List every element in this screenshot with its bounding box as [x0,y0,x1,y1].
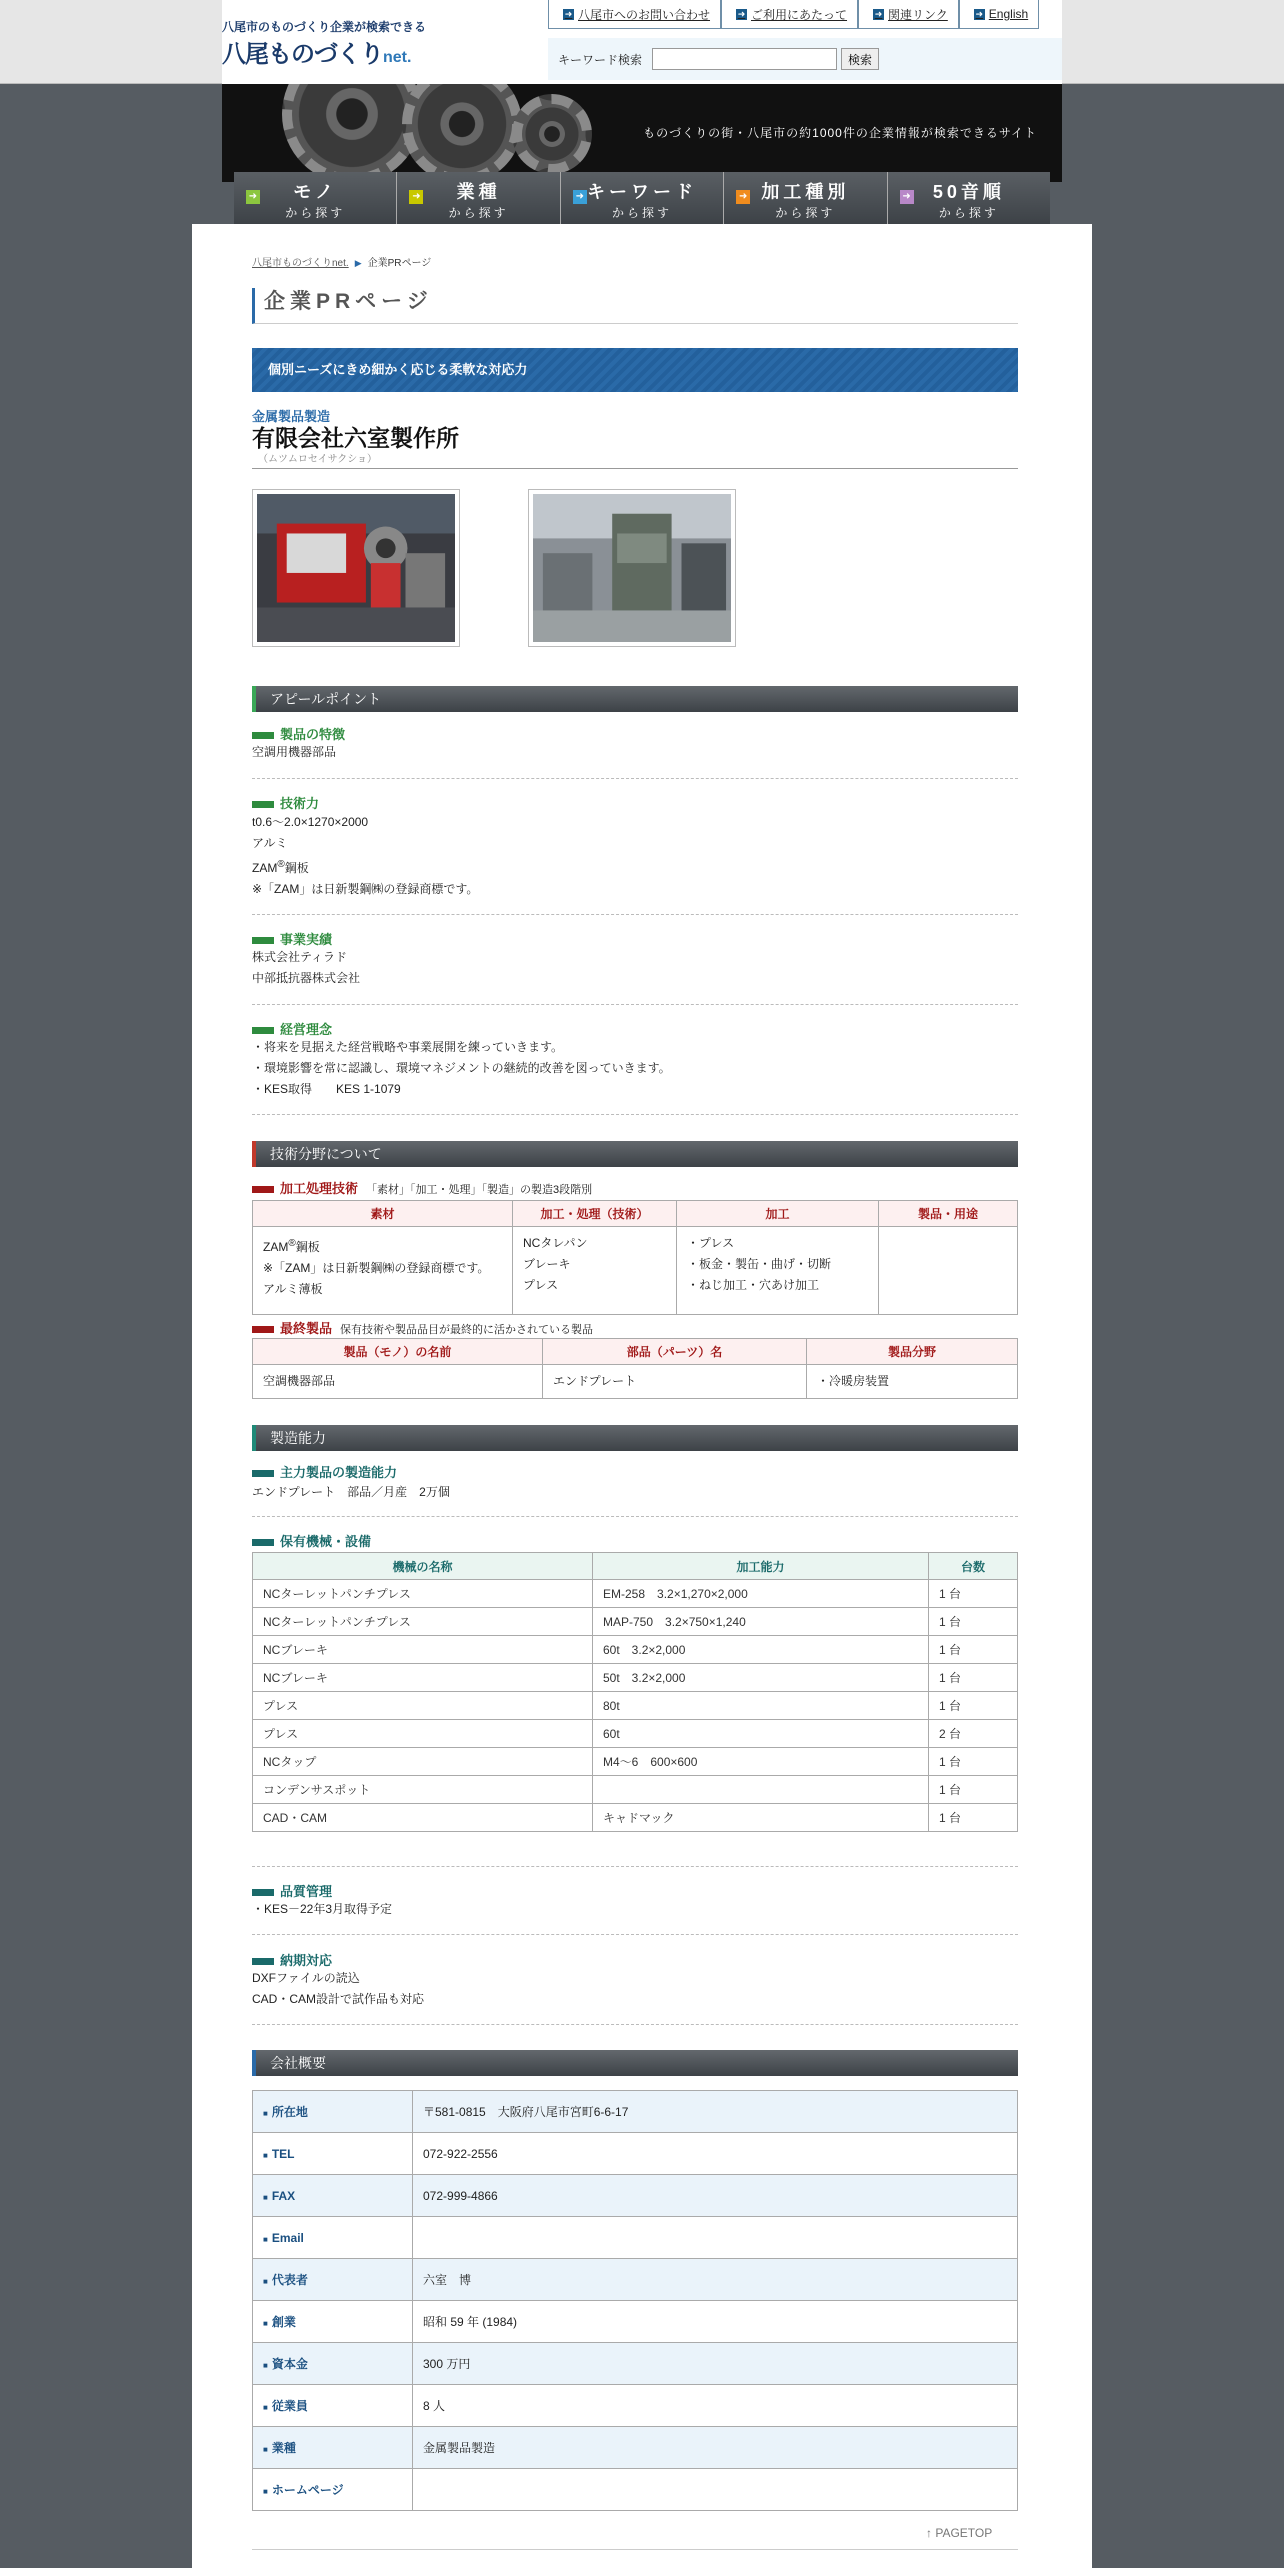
nav-item-keyword[interactable] [561,172,724,224]
nav-item-kana[interactable] [888,172,1050,224]
column-header: 素材 [253,1201,513,1227]
heading-marker [252,1889,274,1896]
heading-marker [252,1470,274,1477]
page-title: 企業PRページ [252,288,1018,324]
tech-heading-text: 技術力 [280,796,320,811]
link-contact[interactable] [548,0,721,29]
machine-photo [257,494,455,642]
table-cell: NCブレーキ [253,1664,593,1692]
employees-value: 8 人 [413,2385,1018,2427]
text-line: ※「ZAM」は日新製鋼㈱の登録商標です。 [252,882,479,896]
delivery-heading-text: 納期対応 [280,1953,333,1968]
divider [252,1866,1018,1867]
quality-text: ・KES－22年3月取得予定 [252,1902,393,1916]
heading-marker [252,937,274,944]
table-row [253,2217,1018,2259]
column-header: 加工 [677,1201,879,1227]
text-line [263,1233,502,1258]
section-tech-header: 技術分野について [252,1141,1018,1167]
table-row [253,2301,1018,2343]
table-cell: 1 台 [929,1636,1018,1664]
catchphrase-box: 個別ニーズにきめ細かく応じる柔軟な対応力 [252,348,1018,392]
arrow-icon: ➜ [975,8,984,19]
final-product-heading [252,1318,593,1337]
table-cell: NCターレットパンチプレス [253,1580,593,1608]
search-label: キーワード検索 [558,52,643,67]
delivery-heading [252,1950,332,1969]
table-cell: 1 台 [929,1580,1018,1608]
table-cell: 60t 3.2×2,000 [593,1636,929,1664]
search-input[interactable] [652,48,837,70]
heading-marker [252,1326,274,1333]
divider [252,2549,1018,2550]
results-heading-text: 事業実績 [280,932,333,947]
company-kana: （ムツムロセイサクショ） [258,454,377,465]
table-cell: NCタップ [253,1748,593,1776]
square-icon: ■ [263,2150,268,2160]
table-row [253,1365,1018,1399]
registered-mark: ® [288,1238,296,1249]
arrow-icon: ➜ [737,8,746,19]
link-usage-label: ご利用にあたって [751,7,848,22]
tel-value: 072-922-2556 [413,2133,1018,2175]
table-cell [593,1776,929,1804]
material-cell [253,1227,513,1315]
link-usage[interactable] [721,0,858,29]
nav-sublabel: から探す [285,206,346,220]
nav-item-process[interactable] [724,172,887,224]
process-table [252,1200,1018,1315]
column-header: 製品分野 [807,1339,1018,1365]
table-header-row [253,1553,1018,1580]
site-logo[interactable] [222,34,411,69]
link-related[interactable] [858,0,959,29]
logo-text: 八尾ものづくり [222,41,383,68]
equipment-table [252,1552,1018,1832]
square-icon: ■ [263,2487,268,2496]
row-label: ■ FAX [253,2175,413,2217]
section-appeal-header: アピールポイント [252,686,1018,712]
divider [252,778,1018,779]
row-label: ■ Email [253,2217,413,2259]
arrow-icon: ➜ [246,190,260,204]
representative-value: 六室 博 [413,2259,1018,2301]
gear-image [402,84,522,182]
row-label: ■ TEL [253,2133,413,2175]
page-body [192,224,1092,2568]
process-heading-text: 加工処理技術 [280,1181,359,1196]
tech-text [252,812,478,900]
table-cell: プレス [253,1692,593,1720]
link-related-label: 関連リンク [888,7,948,22]
text-line [252,854,478,879]
company-name: 有限会社六室製作所 [252,425,459,451]
table-row [253,1608,1018,1636]
industry-value: 金属製品製造 [413,2427,1018,2469]
nav-label: モノ [293,182,338,202]
row-label: ■ 代表者 [253,2259,413,2301]
equipment-heading-text: 保有機械・設備 [280,1534,372,1549]
square-icon: ■ [263,2192,268,2202]
final-note: 保有技術や製品品目が最終的に活かされている製品 [340,1324,594,1336]
nav-sublabel: から探す [775,206,836,220]
text-line: DXFファイルの読込 [252,1971,360,1985]
nav-label: 加工種別 [761,182,850,202]
arrow-icon: ➜ [409,190,423,204]
arrow-icon: ➜ [573,190,587,204]
logo-suffix: net. [383,49,412,66]
arrow-icon: ➜ [564,8,573,19]
table-cell: MAP-750 3.2×750×1,240 [593,1608,929,1636]
column-header: 加工能力 [593,1553,929,1580]
square-icon: ■ [263,2109,268,2118]
row-label: ■ 創業 [253,2301,413,2343]
table-row [253,1664,1018,1692]
divider [252,468,1018,469]
search-button[interactable]: 検索 [841,48,879,70]
link-english-label: English [988,7,1029,21]
table-cell: ・冷暖房装置 [807,1365,1018,1399]
table-row [253,1748,1018,1776]
table-row [253,1720,1018,1748]
nav-sublabel: から探す [612,206,673,220]
text-line: NCタレパン [523,1236,588,1250]
table-row [253,2469,1018,2511]
feature-text [252,742,336,763]
divider [252,914,1018,915]
banner-caption: ものづくりの街・八尾市の約1000件の企業情報が検索できるサイト [643,126,1037,140]
philosophy-heading [252,1019,332,1038]
quality-heading [252,1881,332,1900]
table-cell: CAD・CAM [253,1804,593,1832]
heading-marker [252,732,274,739]
process-note: 「素材」「加工・処理」「製造」の製造3段階別 [366,1184,593,1196]
process-heading [252,1178,592,1197]
table-row [253,1227,1018,1315]
table-row [253,2427,1018,2469]
square-icon: ■ [263,2403,268,2412]
link-english[interactable] [959,0,1039,29]
site-header [222,0,1062,84]
nav-label: 50音順 [932,182,1005,202]
table-row [253,1776,1018,1804]
square-icon: ■ [263,2445,268,2454]
quality-heading-text: 品質管理 [280,1884,333,1899]
column-header: 機械の名称 [253,1553,593,1580]
column-header: 製品・用途 [879,1201,1018,1227]
square-icon: ■ [263,2277,268,2286]
text-line: アルミ薄板 [263,1282,323,1296]
pagetop-label: PAGETOP [935,2526,993,2540]
table-cell: 1 台 [929,1804,1018,1832]
table-cell: M4～6 600×600 [593,1748,929,1776]
main-capacity-heading-text: 主力製品の製造能力 [280,1465,398,1480]
company-category: 金属製品製造 [252,409,331,424]
heading-marker [252,1186,274,1193]
table-cell: エンドプレート [543,1365,807,1399]
table-cell: コンデンサスポット [253,1776,593,1804]
table-row [253,2385,1018,2427]
text-line: ・将来を見据えた経営戦略や事業展開を練っていきます。 [252,1040,564,1054]
tech-heading [252,793,319,812]
arrow-up-icon: ↑ [926,2526,932,2540]
link-contact-label: 八尾市へのお問い合わせ [578,7,711,22]
address-value: 〒581-0815 大阪府八尾市宮町6-6-17 [413,2091,1018,2133]
pagetop-link[interactable] [926,2526,992,2540]
zam-suffix: 鋼板 [295,1240,320,1254]
table-row [253,2259,1018,2301]
equipment-heading [252,1531,371,1550]
zam-suffix: 鋼板 [284,861,309,875]
table-cell: NCターレットパンチプレス [253,1608,593,1636]
table-cell: 1 台 [929,1748,1018,1776]
column-header: 製品（モノ）の名前 [253,1339,543,1365]
final-heading-text: 最終製品 [280,1321,333,1336]
square-icon: ■ [263,2361,268,2370]
zam-text: ZAM [263,1240,289,1254]
divider [252,1934,1018,1935]
text-line: プレス [523,1278,559,1292]
text-line: ・ねじ加工・穴あけ加工 [687,1278,820,1292]
table-cell: 60t [593,1720,929,1748]
table-cell: EM-258 3.2×1,270×2,000 [593,1580,929,1608]
row-label: ■ 従業員 [253,2385,413,2427]
divider [252,1004,1018,1005]
text-line: ・板金・製缶・曲げ・切断 [687,1257,832,1271]
table-row [253,1804,1018,1832]
text-line: ※「ZAM」は日新製鋼㈱の登録商標です。 [263,1261,490,1275]
text-line: ・KES取得 KES 1-1079 [252,1082,401,1096]
breadcrumb-current: 企業PRページ [367,258,432,269]
text-line: ブレーキ [523,1257,571,1271]
top-links [548,0,1062,29]
homepage-value[interactable] [413,2469,1018,2511]
feature-heading-text: 製品の特徴 [280,727,346,742]
square-icon: ■ [263,2234,268,2244]
table-cell: NCブレーキ [253,1636,593,1664]
nav-item-mono[interactable] [234,172,397,224]
table-cell: 空調機器部品 [253,1365,543,1399]
column-header: 加工・処理（技術） [513,1201,677,1227]
gear-image [282,84,422,182]
nav-label: キーワード [587,182,698,202]
breadcrumb [252,254,431,269]
arrow-icon: ➜ [874,8,883,19]
product-photo-1 [252,489,460,647]
table-row [253,2133,1018,2175]
row-label: ■ ホームページ [253,2469,413,2511]
column-header: 台数 [929,1553,1018,1580]
founded-value: 昭和 59 年 (1984) [413,2301,1018,2343]
table-header-row [253,1339,1018,1365]
hero-banner [222,84,1062,182]
heading-marker [252,1958,274,1965]
table-header-row [253,1201,1018,1227]
logo-tagline: 八尾市のものづくり企業が検索できる [222,20,427,34]
breadcrumb-home[interactable]: 八尾市ものづくりnet. [252,258,349,269]
text-line: ・環境影響を常に認識し、環境マネジメントの継続的改善を図っていきます。 [252,1061,671,1075]
text-line: 中部抵抗器株式会社 [252,971,361,985]
registered-mark: ® [277,859,285,870]
text-line: 空調用機器部品 [252,745,337,759]
kakou-cell [677,1227,879,1315]
philosophy-heading-text: 経営理念 [280,1022,333,1037]
zam-text: ZAM [252,861,278,875]
arrow-icon: ➜ [736,190,750,204]
table-cell: 2 台 [929,1720,1018,1748]
nav-item-industry[interactable] [397,172,560,224]
feature-heading [252,724,345,743]
arrow-icon: ➜ [900,190,914,204]
email-value[interactable] [413,2217,1018,2259]
text-line: t0.6～2.0×1270×2000 [252,815,369,829]
table-cell: キャドマック [593,1804,929,1832]
table-row [253,2175,1018,2217]
table-row [253,2091,1018,2133]
table-cell: 50t 3.2×2,000 [593,1664,929,1692]
table-cell: 1 台 [929,1692,1018,1720]
main-capacity-heading [252,1462,397,1481]
fax-value: 072-999-4866 [413,2175,1018,2217]
heading-marker [252,1027,274,1034]
table-cell: 80t [593,1692,929,1720]
global-nav [234,172,1050,224]
section-capacity-header: 製造能力 [252,1425,1018,1451]
gear-image [512,94,592,174]
final-product-table [252,1338,1018,1399]
triangle-right-icon: ▶ [354,258,362,268]
divider [252,1114,1018,1115]
process-cell [513,1227,677,1315]
square-icon: ■ [263,2319,268,2328]
capital-value: 300 万円 [413,2343,1018,2385]
divider [252,1516,1018,1517]
main-capacity-text: エンドプレート 部品／月産 2万個 [252,1485,450,1499]
table-cell: 1 台 [929,1608,1018,1636]
table-row [253,1692,1018,1720]
row-label: ■ 所在地 [253,2091,413,2133]
table-cell: プレス [253,1720,593,1748]
keyword-search [548,38,1062,80]
product-photo-2 [528,489,736,647]
philosophy-text [252,1037,671,1100]
results-text [252,947,360,989]
text-line: 株式会社ティラド [252,950,348,964]
text-line: アルミ [252,836,288,850]
factory-photo [533,494,731,642]
text-line: ・プレス [687,1236,735,1250]
table-row [253,1636,1018,1664]
heading-marker [252,801,274,808]
company-overview-table [252,2090,1018,2511]
nav-label: 業種 [456,182,501,202]
results-heading [252,929,332,948]
table-cell: 1 台 [929,1776,1018,1804]
table-row [253,2343,1018,2385]
heading-marker [252,1539,274,1546]
row-label: ■ 業種 [253,2427,413,2469]
usage-cell [879,1227,1018,1315]
nav-sublabel: から探す [448,206,509,220]
text-line: CAD・CAM設計で試作品も対応 [252,1992,425,2006]
section-overview-header: 会社概要 [252,2050,1018,2076]
delivery-text [252,1968,424,2010]
nav-sublabel: から探す [938,206,999,220]
table-row [253,1580,1018,1608]
row-label: ■ 資本金 [253,2343,413,2385]
divider [252,2024,1018,2025]
column-header: 部品（パーツ）名 [543,1339,807,1365]
table-cell: 1 台 [929,1664,1018,1692]
